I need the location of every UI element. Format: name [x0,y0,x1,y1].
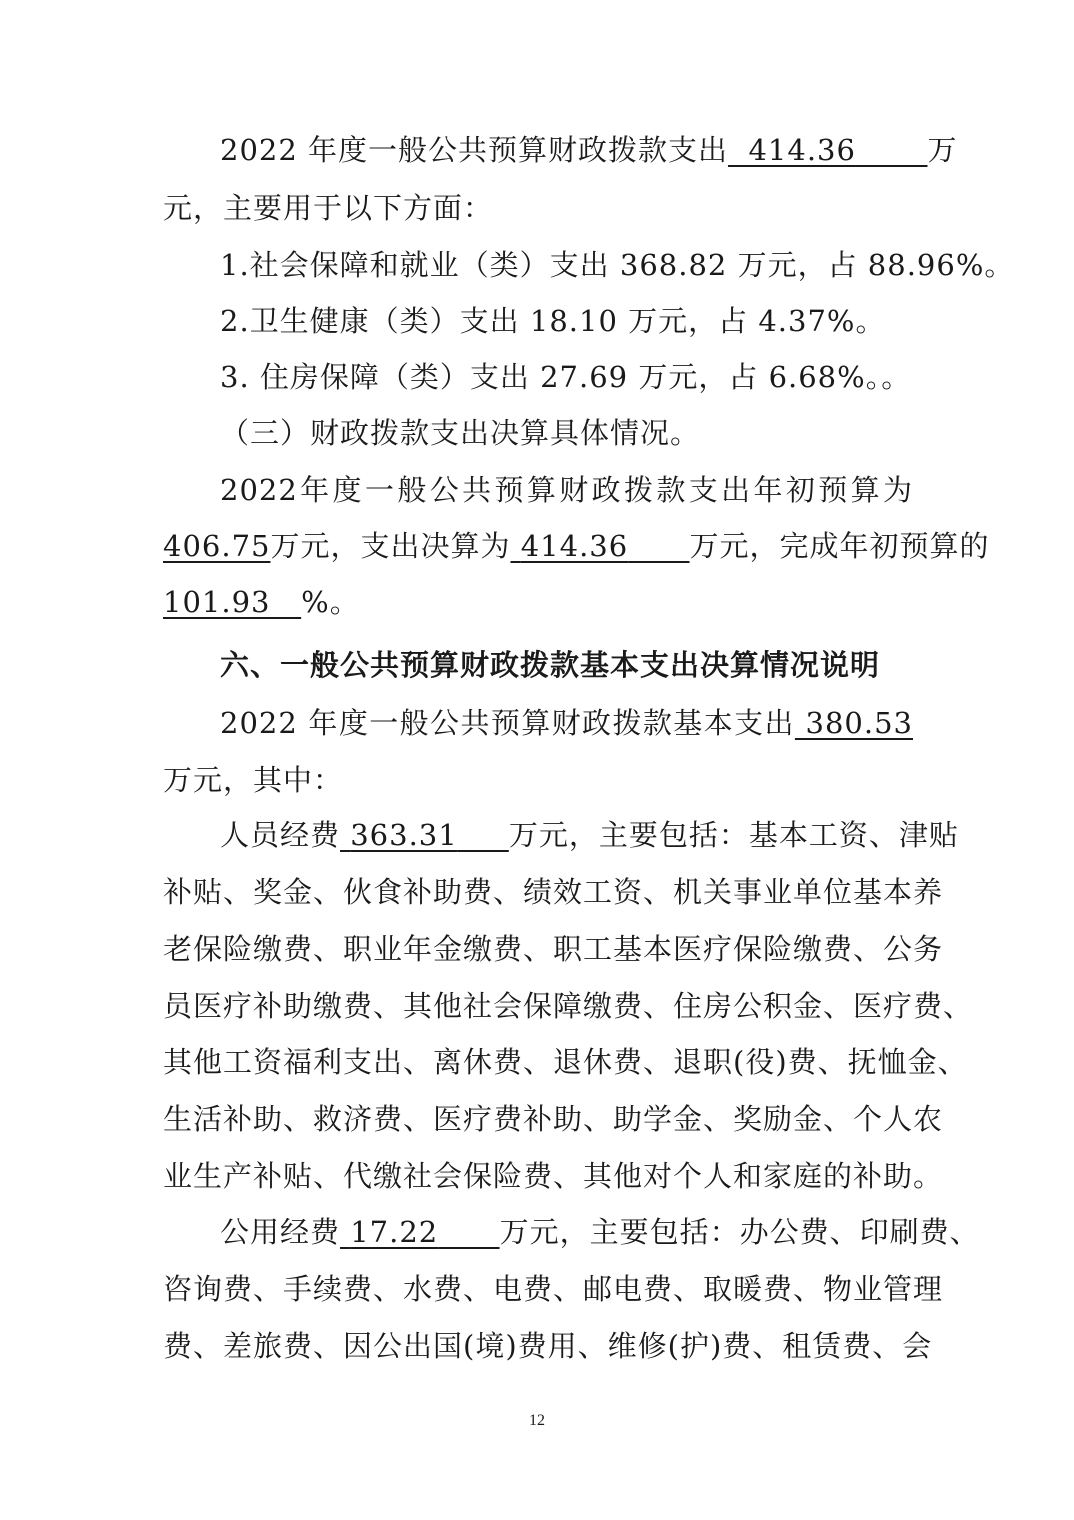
paragraph-line [163,582,913,622]
list-item: 1.社会保障和就业（类）支出 368.82 万元，占 88.96%。 [220,248,1015,282]
text: 公用经费 [220,1215,341,1249]
paragraph-line [220,1212,980,1252]
page-number: 12 [529,1412,545,1429]
text: 2022 年度一般公共预算财政拨款基本支出 [220,706,795,740]
paragraph-line [220,130,958,170]
paragraph-line [163,526,990,566]
paragraph-line: 元，主要用于以下方面： [163,191,494,225]
paragraph-line: 补贴、奖金、伙食补助费、绩效工资、机关事业单位基本养 [163,875,944,909]
underlined-amount: 414.36 [748,133,856,167]
paragraph-line: 老保险缴费、职业年金缴费、职工基本医疗保险缴费、公务 [163,932,944,966]
text: 万元，完成年初预算的 [689,529,990,563]
paragraph-line: 业生产补贴、代缴社会保险费、其他对个人和家庭的补助。 [163,1159,944,1193]
paragraph-line: 员医疗补助缴费、其他社会保障缴费、住房公积金、医疗费、 [163,989,974,1023]
paragraph-line: 2022年度一般公共预算财政拨款支出年初预算为 [220,473,913,507]
paragraph-line: 咨询费、手续费、水费、电费、邮电费、取暖费、物业管理 [163,1272,944,1306]
text: 人员经费 [220,818,341,852]
paragraph-line: 费、差旅费、因公出国(境)费用、维修(护)费、租赁费、会 [163,1329,933,1363]
underlined-amount: 17.22 [350,1215,439,1249]
paragraph-line: 万元，其中： [163,763,344,797]
list-item: 2.卫生健康（类）支出 18.10 万元，占 4.37%。 [220,304,886,338]
text: 2022 年度一般公共预算财政拨款支出 [220,133,729,167]
text: %。 [301,585,360,619]
underlined-amount: 380.53 [805,706,913,740]
text: 万元，支出决算为 [270,529,511,563]
underlined-amount: 406.75 [163,529,271,563]
underlined-amount: 414.36 [520,529,629,563]
subheading: （三）财政拨款支出决算具体情况。 [220,416,701,450]
text: 万元，主要包括：基本工资、津贴 [508,818,959,852]
text: 万元，主要包括：办公费、印刷费、 [499,1215,980,1249]
paragraph-line: 生活补助、救济费、医疗费补助、助学金、奖励金、个人农 [163,1102,944,1136]
list-item: 3. 住房保障（类）支出 27.69 万元，占 6.68%。。 [220,360,912,394]
paragraph-line [220,815,959,855]
section-heading: 六、一般公共预算财政拨款基本支出决算情况说明 [220,648,881,682]
underlined-amount: 101.93 [163,585,271,619]
paragraph-line [220,703,913,743]
underlined-amount: 363.31 [350,818,458,852]
text: 万 [927,133,958,167]
paragraph-line: 其他工资福利支出、离休费、退休费、退职(役)费、抚恤金、 [163,1045,968,1079]
